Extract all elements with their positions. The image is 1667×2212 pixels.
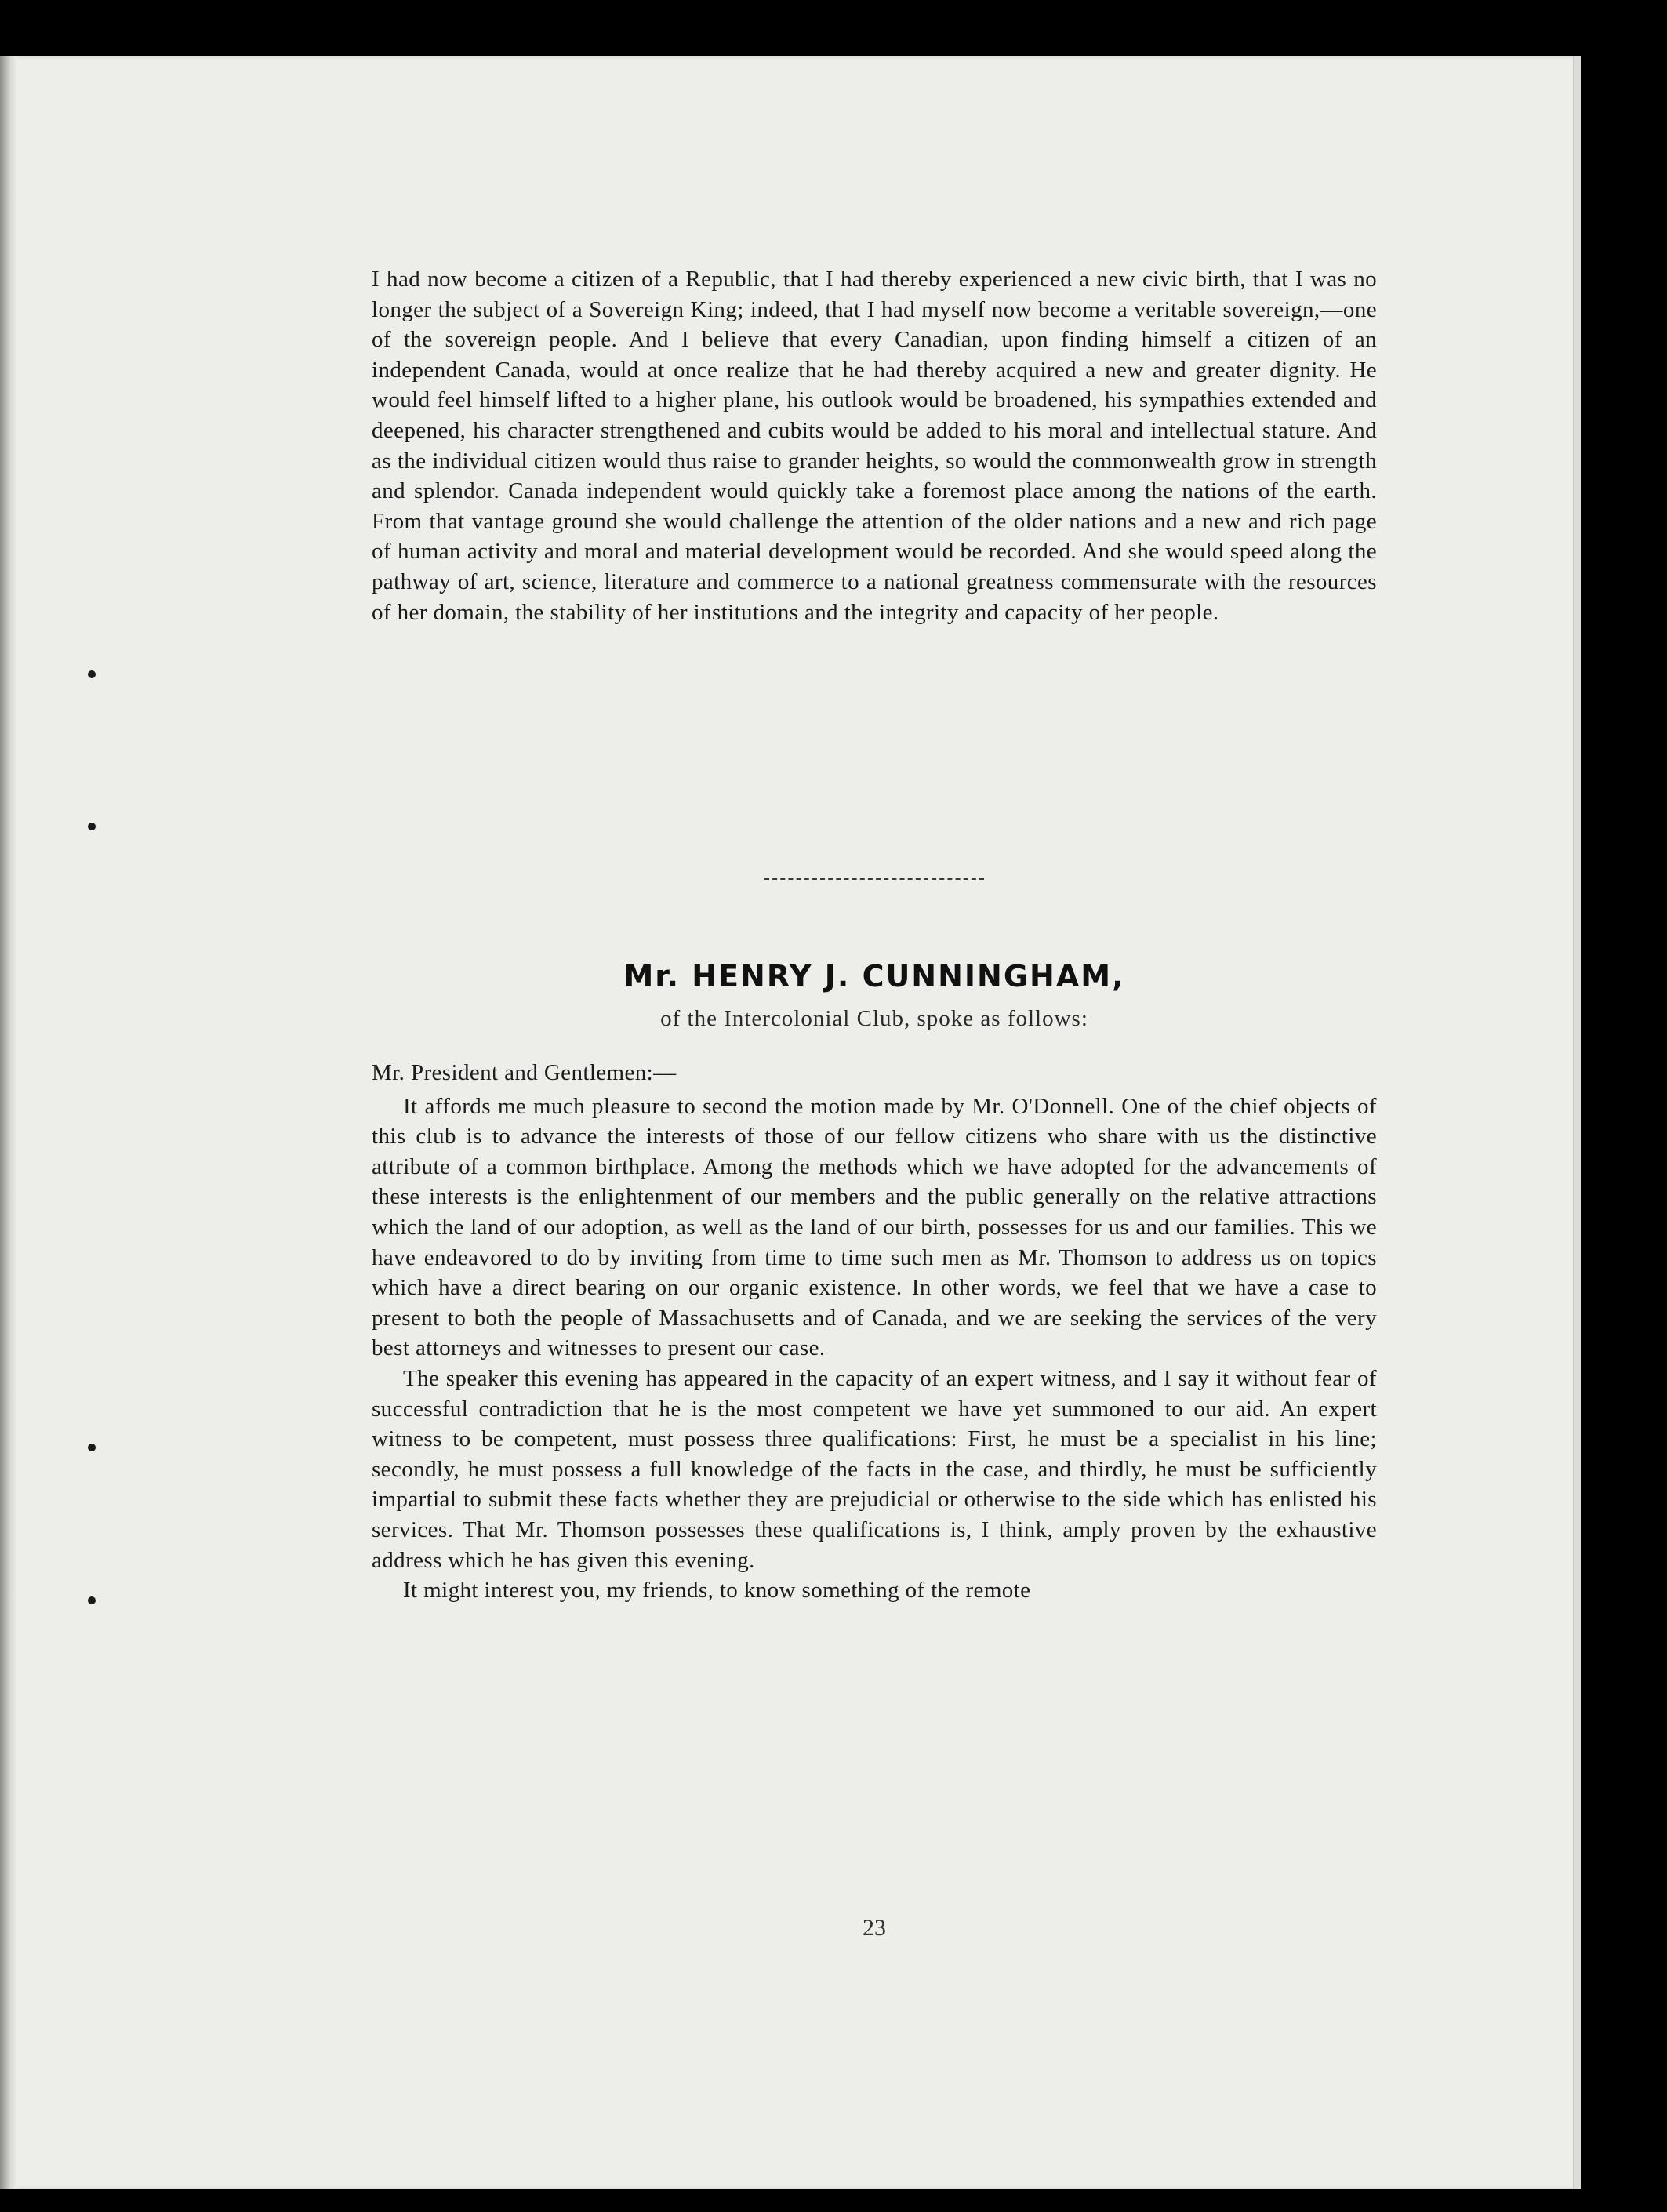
body-paragraph: It might interest you, my friends, to know something of the remote [403,1578,1031,1604]
punch-hole-marker [88,1596,96,1604]
speaker-affiliation: of the Intercolonial Club, spoke as follows: [660,1006,1088,1031]
top-paragraph-block [372,264,1377,627]
body-paragraph: The speaker this evening has appeared in the capacity of an expert witness, and I say it without fear of successful contradiction that he is the most competent we have yet summoned to our aid. An expert witness to be competent, must possess three qualifications: First, he must be a specialist in his line; secondly, he must possess a full knowledge of the facts in the case, and thirdly, he must be sufficiently impartial to submit these facts whether they are prejudicial or otherwise to the side which has enlisted his services. That Mr. Thomson possesses these qualifications is, I think, amply proven by the exhaustive address which he has given this evening. [372,1365,1377,1573]
page-right-edge [1573,56,1581,2189]
salutation: Mr. President and Gentlemen:— [372,1060,677,1085]
speech-text-block [372,1058,1377,1606]
speaker-name-heading: Mr. HENRY J. CUNNINGHAM, [623,959,1125,993]
section-divider [764,878,984,880]
page-gutter [0,56,17,2189]
body-paragraph: I had now become a citizen of a Republic, that I had thereby experienced a new civic birth, that I was no longer the subject of a Sovereign King; indeed, that I had myself now become a veritable sovereign,—one of the sovereign people. And I believe that every Canadian, upon finding himself a citizen of an independent Canada, would at once realize that he had thereby acquired a new and greater dignity. He would feel himself lifted to a higher plane, his outlook would be broadened, his sympathies extended and deepened, his character strengthened and cubits would be added to his moral and intellectual stature. And as the individual citizen would thus raise to grander heights, so would the commonwealth grow in strength and splendor. Canada independent would quickly take a foremost place among the nations of the earth. From that vantage ground she would challenge the attention of the older nations and a new and rich page of human activity and moral and material development would be recorded. And she would speed along the pathway of art, science, literature and commerce to a national greatness commensurate with the resources of her domain, the stability of her institutions and the integrity and capacity of her people. [372,267,1377,625]
page-number: 23 [863,1915,886,1941]
punch-hole-marker [88,670,96,678]
body-paragraph: It affords me much pleasure to second the motion made by Mr. O'Donnell. One of the chief objects of this club is to advance the interests of those of our fellow citizens who share with us the distinctive attribute of a common birthplace. Among the methods which we have adopted for the advancements of these interests is the enlightenment of our members and the public generally on the relative attractions which the land of our adoption, as well as the land of our birth, possesses for us and our families. This we have endeavored to do by inviting from time to time such men as Mr. Thomson to address us on topics which have a direct bearing on our organic existence. In other words, we feel that we have a case to present to both the people of Massachusetts and of Canada, and we are seeking the services of the very best attorneys and witnesses to present our case. [372,1093,1377,1361]
punch-hole-marker [88,1444,96,1451]
punch-hole-marker [88,823,96,830]
